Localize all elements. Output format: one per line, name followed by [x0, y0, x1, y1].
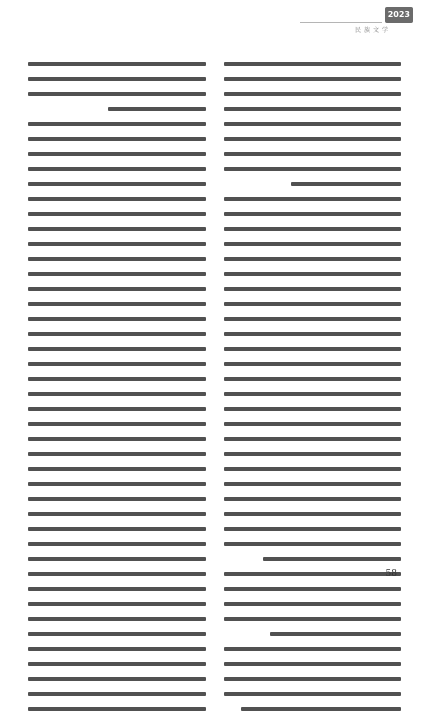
text-line	[224, 62, 402, 66]
text-line	[28, 512, 206, 516]
text-line	[28, 182, 206, 186]
text-line	[28, 587, 206, 591]
text-line	[224, 257, 402, 261]
text-line	[28, 392, 206, 396]
text-line	[224, 692, 402, 696]
text-line	[28, 62, 206, 66]
text-line	[28, 497, 206, 501]
text-line	[28, 437, 206, 441]
text-line	[224, 347, 402, 351]
text-line	[28, 92, 206, 96]
page-number: 58	[385, 569, 397, 579]
text-line	[108, 107, 206, 111]
text-line	[28, 212, 206, 216]
text-line	[28, 122, 206, 126]
text-line	[28, 467, 206, 471]
text-line	[224, 137, 402, 141]
text-line	[224, 107, 402, 111]
text-line	[28, 137, 206, 141]
journal-subtitle: 民族文学	[354, 27, 391, 34]
right-text-column	[224, 62, 402, 722]
text-line	[224, 212, 402, 216]
text-line	[28, 647, 206, 651]
text-line	[28, 242, 206, 246]
text-line	[263, 557, 401, 561]
text-line	[28, 542, 206, 546]
masthead-row	[300, 6, 413, 23]
text-line	[224, 272, 402, 276]
text-line	[224, 452, 402, 456]
text-line	[224, 167, 402, 171]
journal-logo	[300, 6, 382, 23]
text-line	[291, 182, 401, 186]
text-line	[28, 377, 206, 381]
text-line	[224, 77, 402, 81]
text-columns	[28, 62, 401, 722]
text-line	[224, 407, 402, 411]
text-line	[28, 77, 206, 81]
text-line	[224, 377, 402, 381]
text-line	[28, 452, 206, 456]
text-line	[224, 587, 402, 591]
text-line	[28, 257, 206, 261]
text-line	[224, 197, 402, 201]
text-line	[224, 482, 402, 486]
text-line	[224, 677, 402, 681]
text-line	[28, 317, 206, 321]
text-line	[28, 167, 206, 171]
issue-badge: 2023	[385, 7, 413, 23]
text-line	[28, 347, 206, 351]
text-line	[224, 317, 402, 321]
text-line	[28, 422, 206, 426]
text-line	[224, 227, 402, 231]
masthead	[300, 6, 413, 34]
text-line	[224, 467, 402, 471]
text-line	[28, 197, 206, 201]
text-line	[28, 527, 206, 531]
text-line	[224, 617, 402, 621]
text-line	[224, 392, 402, 396]
text-line	[28, 692, 206, 696]
text-line	[28, 272, 206, 276]
text-line	[28, 677, 206, 681]
left-text-column	[28, 62, 206, 722]
text-line	[224, 497, 402, 501]
text-line	[224, 122, 402, 126]
text-line	[224, 602, 402, 606]
text-line	[28, 572, 206, 576]
text-line	[224, 527, 402, 531]
text-line	[224, 422, 402, 426]
text-line	[28, 407, 206, 411]
text-line	[224, 662, 402, 666]
text-line	[28, 332, 206, 336]
text-line	[270, 632, 401, 636]
text-line	[28, 227, 206, 231]
text-line	[224, 572, 402, 576]
text-line	[224, 287, 402, 291]
text-line	[224, 437, 402, 441]
text-line	[28, 557, 206, 561]
text-line	[224, 362, 402, 366]
text-line	[28, 632, 206, 636]
text-line	[28, 482, 206, 486]
text-line	[224, 242, 402, 246]
text-line	[28, 617, 206, 621]
text-line	[241, 707, 401, 711]
text-line	[224, 647, 402, 651]
text-line	[224, 542, 402, 546]
text-line	[28, 152, 206, 156]
text-line	[28, 302, 206, 306]
text-line	[224, 92, 402, 96]
text-line	[28, 662, 206, 666]
text-line	[28, 362, 206, 366]
text-line	[224, 512, 402, 516]
text-line	[224, 152, 402, 156]
text-line	[224, 302, 402, 306]
text-line	[224, 332, 402, 336]
text-line	[28, 602, 206, 606]
text-line	[28, 707, 206, 711]
text-line	[28, 287, 206, 291]
